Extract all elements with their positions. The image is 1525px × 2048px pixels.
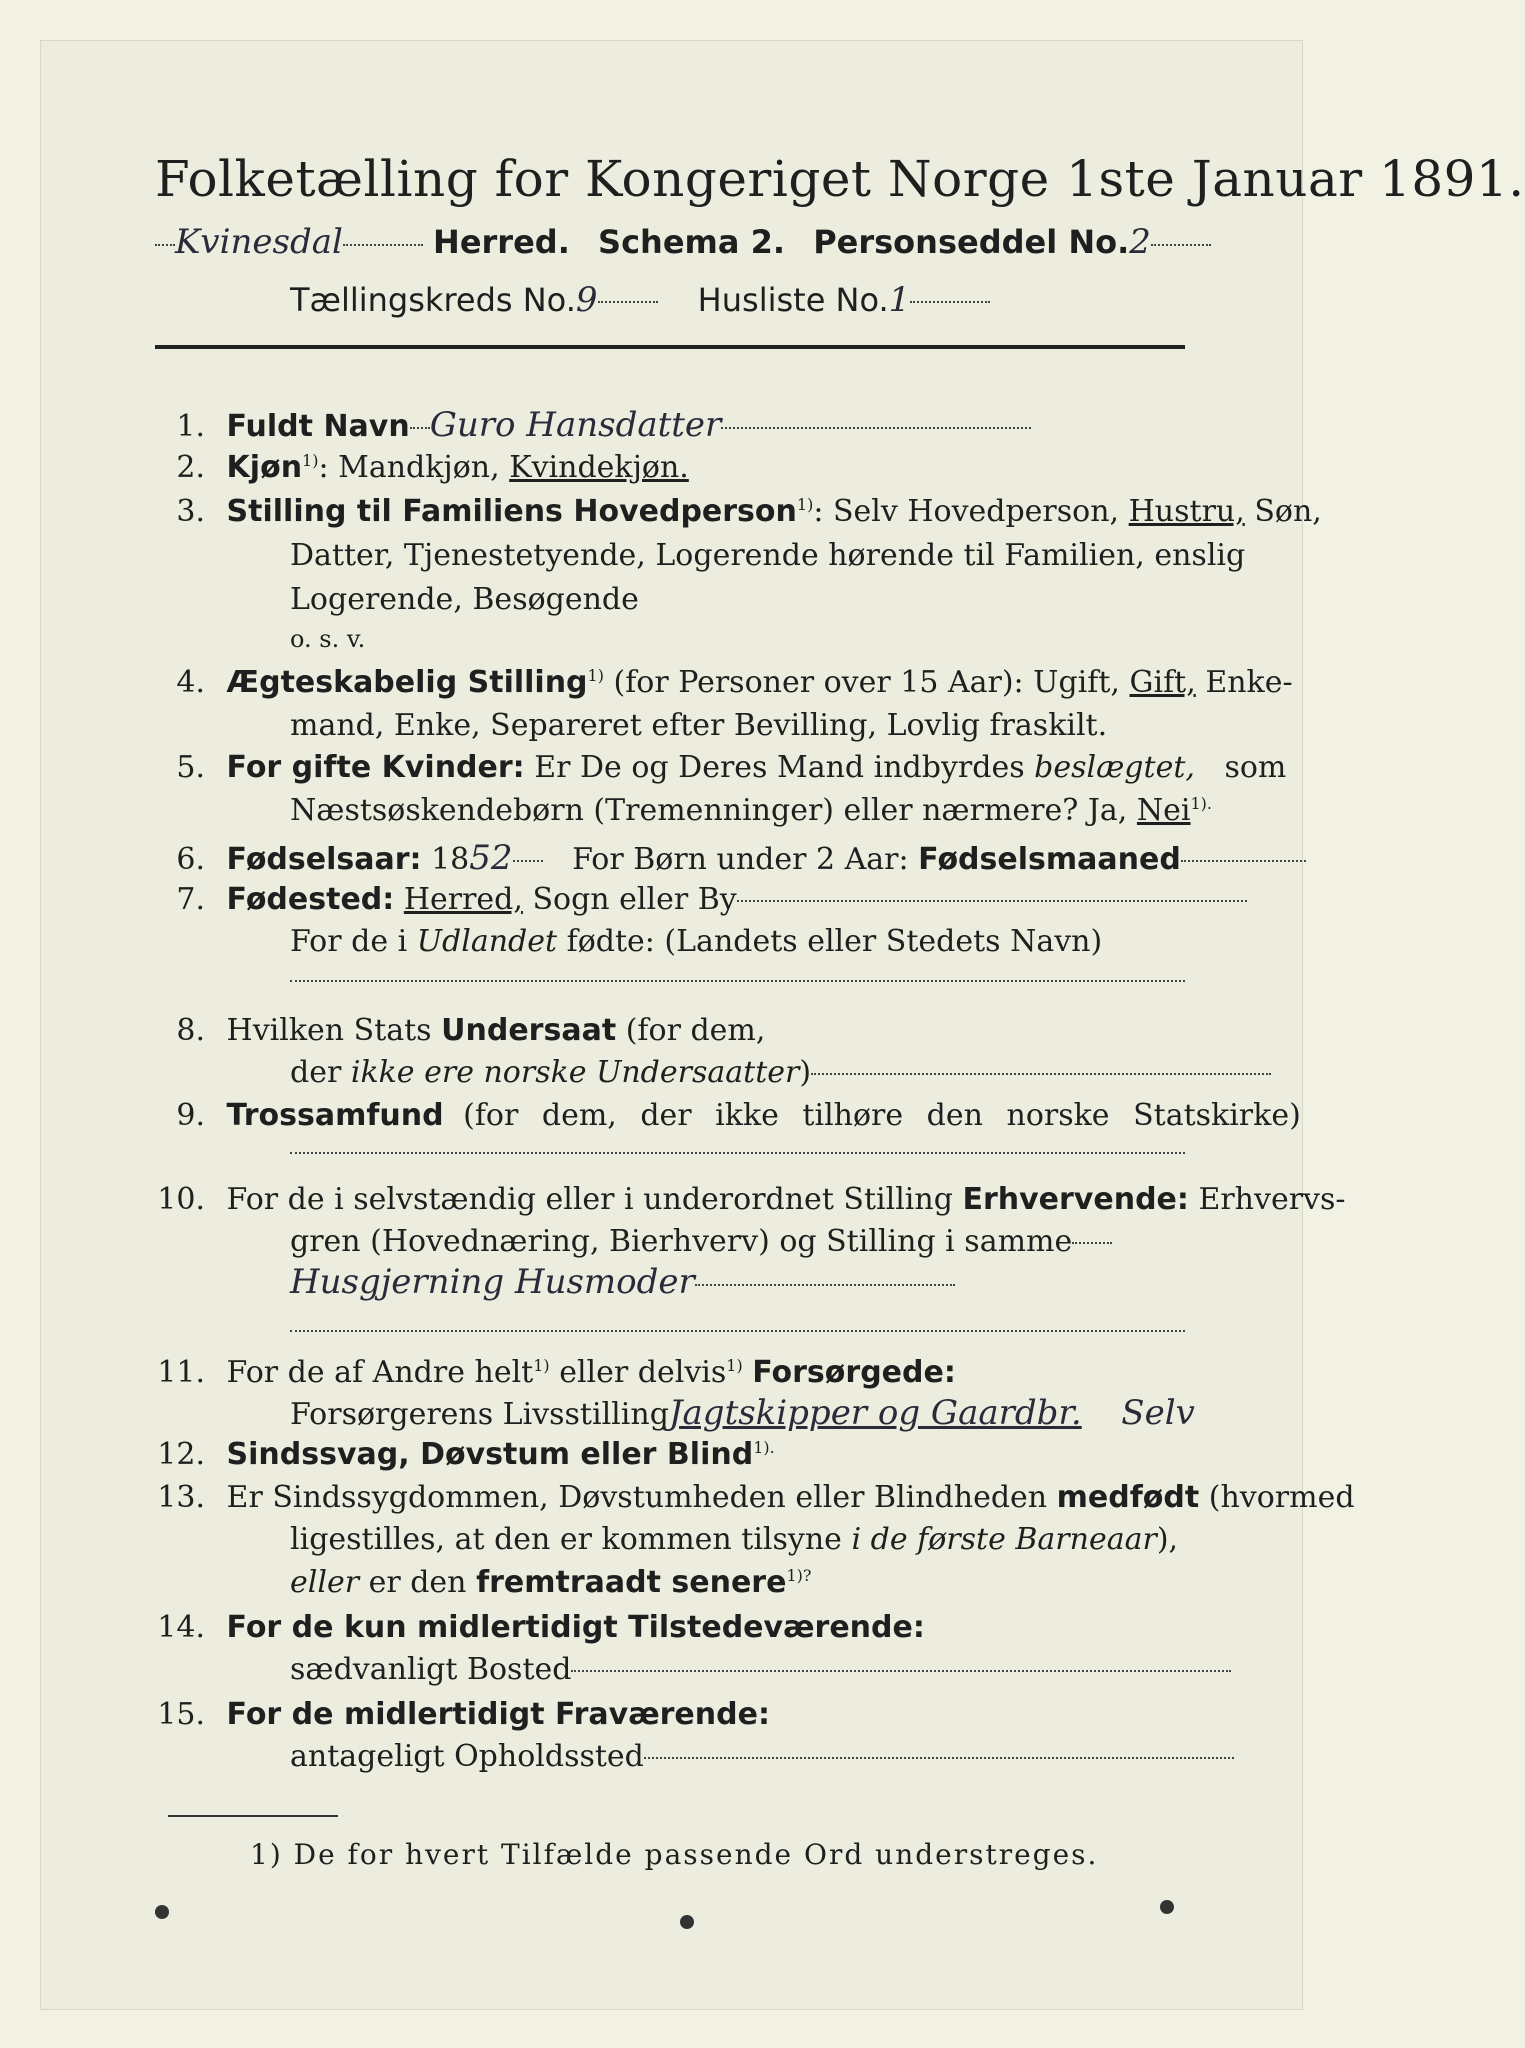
footnote-ref: 1) [302, 451, 319, 470]
item-label: fremtraadt senere [476, 1565, 787, 1600]
item-label: Fødselsmaaned [918, 842, 1181, 877]
full-name-value: Guro Hansdatter [429, 405, 722, 445]
item-text: Er Sindssygdommen, Døvstumheden eller Blindheden [226, 1480, 1048, 1515]
item-3-line-3: Logerende, Besøgende [290, 582, 639, 617]
item-15-line-2 [290, 1739, 1234, 1774]
ink-speck [155, 1905, 169, 1919]
item-text: Næstsøskendebørn (Tremenninger) eller nærmere? Ja, [290, 793, 1128, 828]
item-label: Trossamfund [226, 1098, 444, 1133]
birth-year-prefix: 18 [431, 842, 470, 877]
footnote-ref: 1) [726, 1356, 743, 1375]
item-number: 13. [157, 1480, 205, 1515]
footnote: 1) De for hvert Tilfælde passende Ord understreges. [250, 1838, 1099, 1871]
item-text: Hvilken Stats [226, 1013, 432, 1048]
item-10-line-2 [290, 1224, 1112, 1259]
provider-note-value: Selv [1121, 1393, 1195, 1433]
item-5-line-2 [290, 793, 1212, 828]
item-number: 5. [176, 750, 205, 785]
item-number: 14. [157, 1610, 205, 1645]
husliste-value: 1 [888, 280, 911, 320]
item-label: For de kun midlertidigt Tilstedeværende: [226, 1610, 925, 1645]
item-13-line-2 [290, 1522, 1178, 1557]
item-11-line-2 [290, 1393, 1195, 1433]
selected-option: Herred, [403, 882, 523, 917]
item-label: Kjøn [226, 450, 303, 485]
item-text: er den [368, 1565, 467, 1600]
item-number: 3. [176, 494, 205, 529]
ink-speck [680, 1915, 694, 1929]
occupation-value: Husgjerning Husmoder [290, 1262, 695, 1302]
selected-option: Gift, [1129, 665, 1196, 700]
item-text: som [1224, 750, 1287, 785]
item-text: ), [1156, 1522, 1179, 1557]
footnote-ref: 1)? [786, 1566, 812, 1585]
header-rule [155, 345, 1185, 349]
provider-occupation-value: Jagtskipper og Gaardbr. [668, 1393, 1082, 1433]
footnote-ref: 1). [1190, 794, 1213, 813]
item-label: Fødested: [226, 882, 395, 917]
item-4-line-2: mand, Enke, Separeret efter Bevilling, Lovlig fraskilt. [290, 708, 1108, 743]
item-text: gren (Hovednæring, Bierhverv) og Stilling i samme [290, 1224, 1073, 1259]
item-11 [150, 1355, 956, 1390]
item-text: sædvanligt Bosted [290, 1652, 572, 1687]
item-text: Erhvervs- [1198, 1182, 1346, 1217]
item-text: Forsørgerens Livsstilling [290, 1397, 669, 1432]
item-text: fødte: (Landets eller Stedets Navn) [566, 924, 1103, 959]
item-label: Sindssvag, Døvstum eller Blind [226, 1437, 754, 1472]
item-text: For de i selvstændig eller i underordnet Stilling [226, 1182, 953, 1217]
kreds-label: Tællingskreds No. [290, 281, 576, 319]
item-label: Ægteskabelig Stilling [226, 665, 588, 700]
item-3 [150, 494, 1322, 529]
item-7-line-2 [290, 924, 1102, 959]
item-label: For de midlertidigt Fraværende: [226, 1697, 770, 1732]
item-label: For gifte Kvinder: [226, 750, 525, 785]
footnote-ref: 1) [796, 495, 814, 514]
item-text: For de af Andre helt [226, 1355, 534, 1390]
item-number: 6. [176, 842, 205, 877]
footnote-rule [168, 1815, 338, 1817]
item-6 [150, 838, 1306, 878]
item-text: eller delvis [559, 1355, 727, 1390]
item-label: Fuldt Navn [226, 409, 410, 444]
item-text-italic: beslægtet, [1034, 750, 1195, 785]
item-text: Enke- [1205, 665, 1293, 700]
item-number: 11. [157, 1355, 205, 1390]
item-text: For Børn under 2 Aar: [572, 842, 909, 877]
item-10 [150, 1182, 1346, 1217]
item-label: Fødselsaar: [226, 842, 422, 877]
item-12 [150, 1437, 775, 1472]
item-number: 8. [176, 1013, 205, 1048]
item-text: : Selv Hovedperson, [813, 494, 1120, 529]
footnote-ref: 1) [587, 666, 604, 685]
item-text: (for dem, [625, 1013, 766, 1048]
kreds-line [290, 280, 990, 320]
item-14-line-2 [290, 1652, 1231, 1687]
item-3-line-4: o. s. v. [290, 625, 366, 653]
item-10-line-3 [290, 1262, 955, 1302]
item-number: 7. [176, 882, 205, 917]
item-15 [150, 1697, 770, 1732]
item-13-line-3 [290, 1565, 811, 1600]
ink-speck [1160, 1900, 1174, 1914]
birth-year-value: 52 [469, 838, 513, 878]
item-number: 1. [176, 409, 205, 444]
item-number: 2. [176, 450, 205, 485]
husliste-label: Husliste No. [697, 281, 889, 319]
item-3-line-2: Datter, Tjenestetyende, Logerende hørende til Familien, enslig [290, 538, 1246, 573]
item-4 [150, 665, 1293, 700]
footnote-ref: 1) [533, 1356, 550, 1375]
item-text-italic: i de første Barneaar [851, 1522, 1157, 1557]
item-8 [150, 1013, 765, 1048]
item-text: der [290, 1055, 342, 1090]
item-text-italic: Udlandet [416, 924, 558, 959]
item-text-italic: eller [290, 1565, 360, 1600]
fill-line [290, 980, 1185, 982]
item-number: 12. [157, 1437, 205, 1472]
herred-label: Herred. [433, 223, 570, 261]
item-7 [150, 882, 1247, 917]
item-text: Sogn eller By [532, 882, 737, 917]
item-number: 4. [176, 665, 205, 700]
item-label: Undersaat [441, 1013, 617, 1048]
item-text: Søn, [1254, 494, 1322, 529]
fill-line [290, 1330, 1185, 1332]
item-9 [150, 1098, 1301, 1133]
item-2 [150, 450, 689, 485]
item-label: Stilling til Familiens Hovedperson [226, 494, 797, 529]
herred-value: Kvinesdal [175, 222, 343, 262]
item-5 [150, 750, 1286, 785]
personseddel-label: Personseddel No. [813, 223, 1130, 261]
item-text-italic: ikke ere norske Undersaatter [350, 1055, 800, 1090]
item-text: antageligt Opholdssted [290, 1739, 644, 1774]
item-number: 15. [157, 1697, 205, 1732]
kreds-value: 9 [575, 280, 598, 320]
item-label: Erhvervende: [962, 1182, 1189, 1217]
selected-option: Nei [1136, 793, 1191, 828]
item-text: ligestilles, at den er kommen tilsyne [290, 1522, 842, 1557]
item-1 [150, 405, 1031, 445]
selected-option: Hustru, [1128, 494, 1245, 529]
item-number: 9. [176, 1098, 205, 1133]
item-text: (hvormed [1208, 1480, 1355, 1515]
item-label: Forsørgede: [752, 1355, 956, 1390]
item-text: : Mandkjøn, [318, 450, 500, 485]
item-8-line-2 [290, 1055, 1271, 1090]
item-13 [150, 1480, 1355, 1515]
item-text: ) [799, 1055, 812, 1090]
footnote-ref: 1). [753, 1438, 775, 1457]
item-number: 10. [157, 1182, 205, 1217]
item-text: (for dem, der ikke tilhøre den norske Statskirke) [463, 1098, 1301, 1133]
herred-line [155, 222, 1211, 262]
item-label: medfødt [1056, 1480, 1200, 1515]
fill-line [290, 1152, 1185, 1154]
item-text: For de i [290, 924, 408, 959]
personseddel-value: 2 [1129, 222, 1151, 262]
schema-label: Schema 2. [598, 223, 786, 261]
item-text: Er De og Deres Mand indbyrdes [534, 750, 1025, 785]
selected-option: Kvindekjøn. [509, 450, 689, 485]
form-title: Folketælling for Kongeriget Norge 1ste Januar 1891. [155, 150, 1525, 208]
item-text: (for Personer over 15 Aar): Ugift, [613, 665, 1120, 700]
item-14 [150, 1610, 925, 1645]
